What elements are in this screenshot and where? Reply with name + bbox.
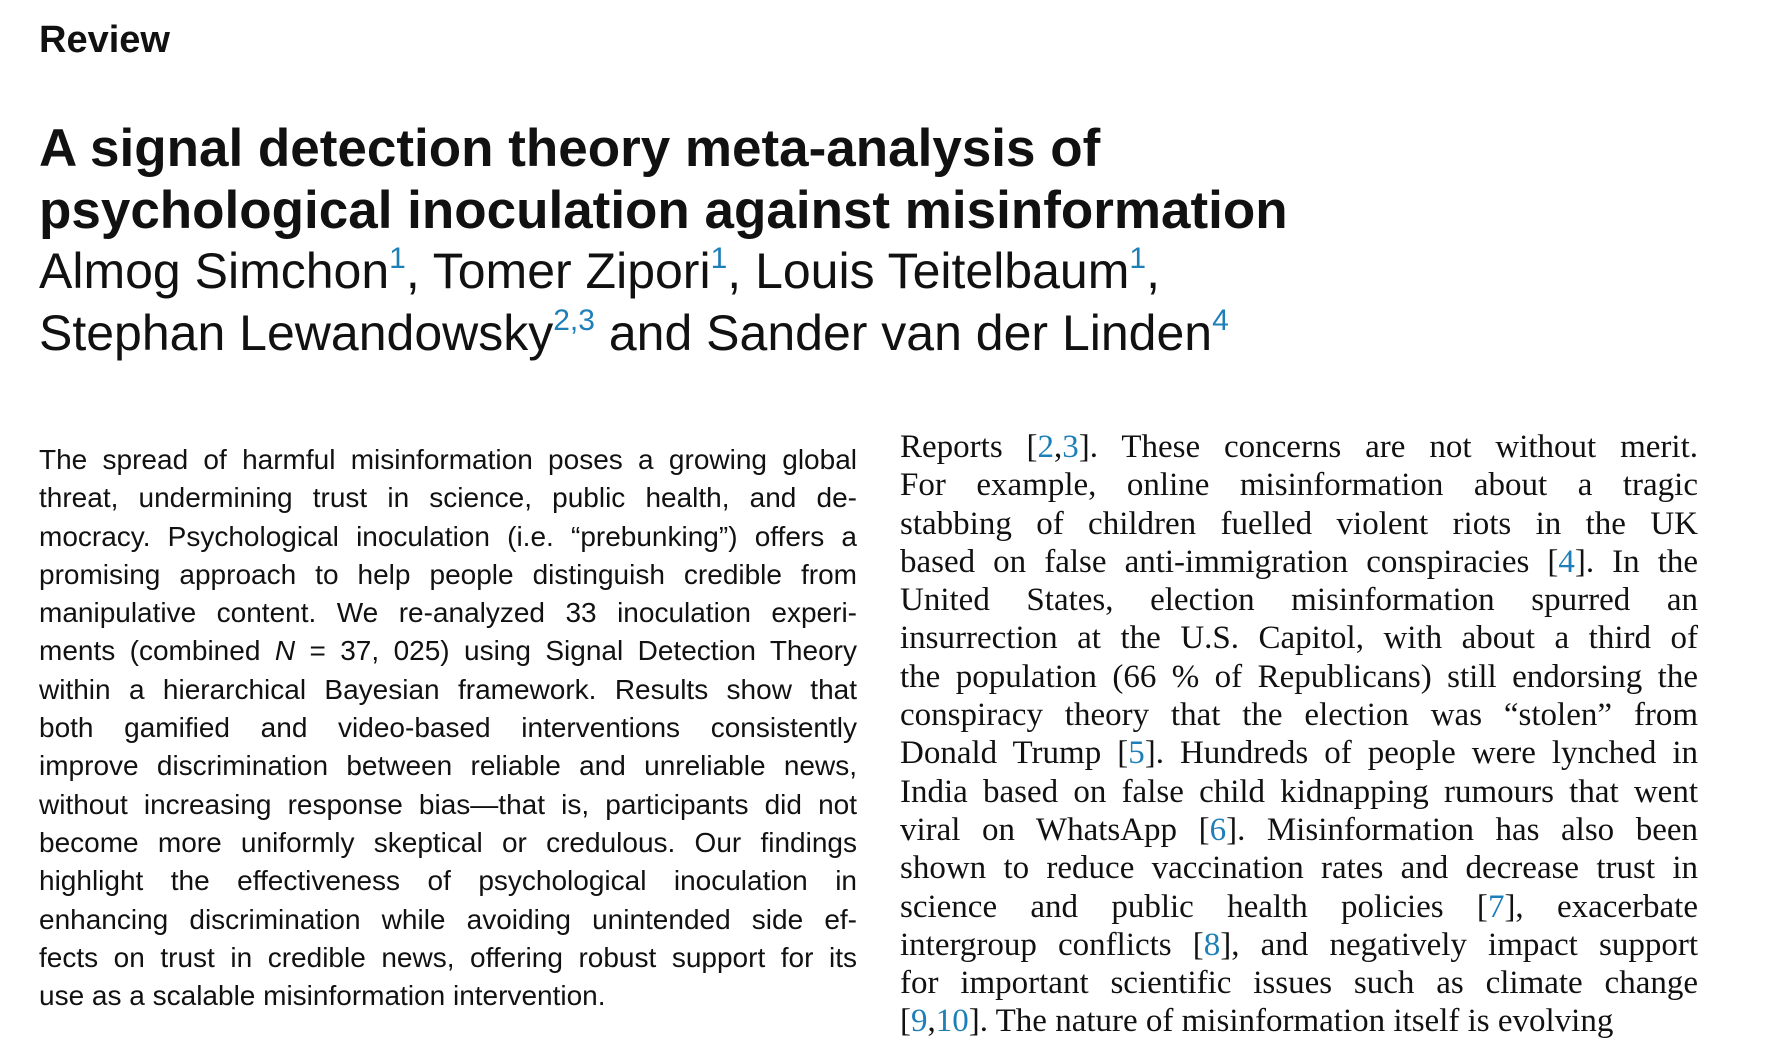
citation-link[interactable]: 4 — [1558, 543, 1575, 580]
citation-link[interactable]: 10 — [935, 1003, 969, 1040]
abstract-line: threat, undermining trust in science, public health, and de- — [39, 482, 857, 514]
affiliation-marker[interactable]: 4 — [1212, 304, 1229, 337]
body-line: science and public health policies [7], exacerbate — [900, 888, 1699, 925]
citation-link[interactable]: 7 — [1487, 888, 1505, 925]
citation-link[interactable]: 3 — [1062, 429, 1079, 465]
abstract-line: become more uniformly skeptical or credulous. Our findings — [39, 826, 857, 858]
title-line: psychological inoculation against misinformation — [39, 181, 1288, 240]
body-line: Donald Trump [5]. Hundreds of people were lynched in — [900, 735, 1699, 772]
body-line: United States, election misinformation spurred an — [900, 582, 1698, 619]
abstract — [39, 441, 857, 1015]
author-separator: , — [727, 243, 756, 299]
body-line: [9,10]. The nature of misinformation itself is evolving — [900, 1003, 1614, 1040]
citation-link[interactable]: 9 — [911, 1003, 928, 1040]
affiliation-marker[interactable]: 1 — [389, 242, 406, 275]
article-type-label: Review — [39, 19, 170, 61]
citation-link[interactable]: 8 — [1203, 926, 1221, 963]
author-list — [39, 240, 1639, 364]
citation-link[interactable]: 2 — [1037, 429, 1055, 465]
author-name: Louis Teitelbaum — [755, 243, 1130, 299]
title-line: A signal detection theory meta-analysis of — [39, 119, 1101, 178]
author-name: Tomer Zipori — [432, 243, 711, 299]
author-line — [39, 240, 1639, 302]
citation-link[interactable]: 6 — [1209, 811, 1227, 848]
affiliation-marker[interactable]: 1 — [710, 242, 728, 275]
body-line: stabbing of children fuelled violent riots in the UK — [900, 505, 1698, 542]
abstract-line: The spread of harmful misinformation poses a growing global — [39, 444, 857, 475]
body-line: based on false anti-immigration conspiracies [4]. In the — [900, 543, 1699, 580]
abstract-line: highlight the effectiveness of psychological inoculation in — [39, 865, 857, 897]
author-separator: and — [594, 305, 707, 361]
abstract-line: ments (combined N = 37, 025) using Signal Detection Theory — [39, 635, 857, 667]
author-name: Stephan Lewandowsky — [39, 305, 554, 361]
abstract-line: use as a scalable misinformation intervention. — [39, 980, 606, 1012]
body-line: For example, online misinformation about a tragic — [900, 467, 1698, 504]
citation-link[interactable]: 5 — [1128, 735, 1145, 772]
author-separator: , — [405, 243, 433, 299]
abstract-line: fects on trust in credible news, offering robust support for its — [39, 941, 857, 973]
body-line: intergroup conflicts [8], and negatively impact support — [900, 926, 1698, 963]
body-line: India based on false child kidnapping rumours that went — [900, 773, 1698, 810]
abstract-line: without increasing response bias—that is, participants did not — [39, 788, 857, 820]
author-name: Sander van der Linden — [706, 305, 1213, 361]
abstract-line: mocracy. Psychological inoculation (i.e. “prebunking”) offers a — [39, 520, 857, 552]
body-line: insurrection at the U.S. Capitol, with about a third of — [900, 620, 1698, 657]
body-line: Reports [2,3]. These concerns are not without merit. — [900, 429, 1699, 465]
body-line: shown to reduce vaccination rates and decrease trust in — [900, 850, 1698, 887]
abstract-line: promising approach to help people distinguish credible from — [39, 558, 857, 590]
author-line — [39, 302, 1639, 364]
abstract-line: enhancing discrimination while avoiding unintended side ef- — [39, 903, 857, 935]
affiliation-marker[interactable]: 1 — [1129, 242, 1147, 275]
author-separator: , — [1146, 243, 1160, 299]
body-column — [900, 428, 1698, 1041]
affiliation-marker[interactable]: 2,3 — [553, 304, 595, 337]
abstract-line: improve discrimination between reliable and unreliable news, — [39, 750, 857, 782]
paper-title — [39, 118, 1599, 242]
body-line: the population (66 % of Republicans) still endorsing the — [900, 658, 1698, 695]
abstract-line: within a hierarchical Bayesian framework. Results show that — [39, 673, 857, 705]
author-name: Almog Simchon — [39, 243, 390, 299]
body-line: for important scientific issues such as climate change — [900, 965, 1698, 1002]
body-line: conspiracy theory that the election was “stolen” from — [900, 697, 1698, 734]
abstract-line: both gamified and video-based interventions consistently — [39, 712, 857, 744]
abstract-line: manipulative content. We re-analyzed 33 inoculation experi- — [39, 597, 857, 629]
body-line: viral on WhatsApp [6]. Misinformation has also been — [900, 811, 1698, 848]
